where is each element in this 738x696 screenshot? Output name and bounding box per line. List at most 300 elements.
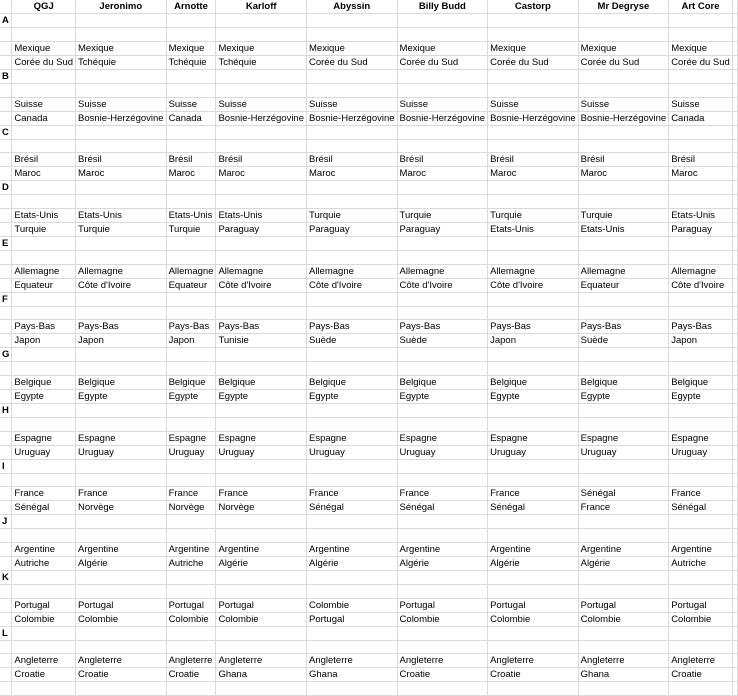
empty-cell[interactable] <box>669 473 733 487</box>
empty-cell[interactable] <box>307 250 398 264</box>
empty-cell[interactable] <box>578 585 669 599</box>
empty-cell[interactable] <box>0 376 12 390</box>
team-cell[interactable]: Sénégal <box>669 501 733 515</box>
empty-cell[interactable] <box>669 28 733 42</box>
team-cell[interactable]: Colombie <box>488 612 579 626</box>
empty-cell[interactable] <box>669 571 733 585</box>
empty-cell[interactable] <box>0 250 12 264</box>
empty-cell[interactable] <box>488 515 579 529</box>
team-cell[interactable]: Bosnie-Herzégovine <box>397 111 488 125</box>
team-cell[interactable]: Brésil <box>12 153 76 167</box>
empty-cell[interactable] <box>216 306 307 320</box>
empty-cell[interactable] <box>732 362 737 376</box>
empty-cell[interactable] <box>397 28 488 42</box>
team-cell[interactable]: Turquie <box>307 208 398 222</box>
empty-cell[interactable] <box>12 292 76 306</box>
team-cell[interactable]: Espagne <box>76 431 167 445</box>
team-cell[interactable]: Espagne <box>307 431 398 445</box>
empty-cell[interactable] <box>669 195 733 209</box>
team-cell[interactable]: Suisse <box>669 97 733 111</box>
empty-cell[interactable] <box>166 529 216 543</box>
team-cell[interactable]: Côte d'Ivoire <box>669 278 733 292</box>
empty-cell[interactable] <box>0 167 12 181</box>
empty-cell[interactable] <box>12 125 76 139</box>
team-cell[interactable]: Corée du Sud <box>307 55 398 69</box>
empty-cell[interactable] <box>216 250 307 264</box>
empty-cell[interactable] <box>732 306 737 320</box>
empty-cell[interactable] <box>0 278 12 292</box>
empty-cell[interactable] <box>76 459 167 473</box>
empty-cell[interactable] <box>578 195 669 209</box>
empty-cell[interactable] <box>732 153 737 167</box>
team-cell[interactable]: Maroc <box>578 167 669 181</box>
team-cell[interactable]: Suède <box>578 334 669 348</box>
empty-cell[interactable] <box>488 585 579 599</box>
empty-cell[interactable] <box>669 181 733 195</box>
team-cell[interactable]: Croatie <box>669 668 733 682</box>
column-header-cell[interactable]: Billy Budd <box>397 0 488 14</box>
empty-cell[interactable] <box>216 125 307 139</box>
empty-cell[interactable] <box>307 236 398 250</box>
team-cell[interactable]: Maroc <box>12 167 76 181</box>
team-cell[interactable]: Uruguay <box>578 445 669 459</box>
team-cell[interactable]: Croatie <box>12 668 76 682</box>
team-cell[interactable]: Maroc <box>307 167 398 181</box>
empty-cell[interactable] <box>216 571 307 585</box>
empty-cell[interactable] <box>732 668 737 682</box>
team-cell[interactable]: Allemagne <box>397 264 488 278</box>
empty-cell[interactable] <box>732 418 737 432</box>
empty-cell[interactable] <box>76 682 167 696</box>
empty-cell[interactable] <box>76 348 167 362</box>
empty-cell[interactable] <box>216 69 307 83</box>
team-cell[interactable]: Corée du Sud <box>397 55 488 69</box>
empty-cell[interactable] <box>76 515 167 529</box>
empty-cell[interactable] <box>166 348 216 362</box>
team-cell[interactable]: Paraguay <box>307 222 398 236</box>
team-cell[interactable]: Tchéquie <box>76 55 167 69</box>
corner-cell[interactable] <box>0 0 12 14</box>
empty-cell[interactable] <box>397 69 488 83</box>
team-cell[interactable]: Algérie <box>488 557 579 571</box>
empty-cell[interactable] <box>488 418 579 432</box>
team-cell[interactable]: Corée du Sud <box>12 55 76 69</box>
team-cell[interactable]: Côte d'Ivoire <box>488 278 579 292</box>
team-cell[interactable]: Brésil <box>307 153 398 167</box>
team-cell[interactable]: Argentine <box>578 543 669 557</box>
team-cell[interactable]: Corée du Sud <box>669 55 733 69</box>
empty-cell[interactable] <box>732 167 737 181</box>
group-label-cell[interactable]: F <box>0 292 12 306</box>
empty-cell[interactable] <box>76 195 167 209</box>
empty-cell[interactable] <box>0 208 12 222</box>
empty-cell[interactable] <box>488 529 579 543</box>
empty-cell[interactable] <box>397 236 488 250</box>
empty-cell[interactable] <box>488 195 579 209</box>
team-cell[interactable]: Maroc <box>397 167 488 181</box>
empty-cell[interactable] <box>216 404 307 418</box>
empty-cell[interactable] <box>12 14 76 28</box>
empty-cell[interactable] <box>578 181 669 195</box>
empty-cell[interactable] <box>216 181 307 195</box>
column-header-cell[interactable]: QGJ <box>12 0 76 14</box>
team-cell[interactable]: Ghana <box>578 668 669 682</box>
empty-cell[interactable] <box>307 292 398 306</box>
empty-cell[interactable] <box>307 139 398 153</box>
team-cell[interactable]: Corée du Sud <box>578 55 669 69</box>
empty-cell[interactable] <box>0 264 12 278</box>
team-cell[interactable]: Egypte <box>488 390 579 404</box>
empty-cell[interactable] <box>0 598 12 612</box>
team-cell[interactable]: Etats-Unis <box>578 222 669 236</box>
team-cell[interactable]: Pays-Bas <box>76 320 167 334</box>
empty-cell[interactable] <box>488 626 579 640</box>
empty-cell[interactable] <box>578 626 669 640</box>
empty-cell[interactable] <box>12 571 76 585</box>
empty-cell[interactable] <box>0 97 12 111</box>
empty-cell[interactable] <box>0 654 12 668</box>
empty-cell[interactable] <box>0 334 12 348</box>
empty-cell[interactable] <box>76 125 167 139</box>
empty-cell[interactable] <box>166 515 216 529</box>
team-cell[interactable]: Allemagne <box>166 264 216 278</box>
team-cell[interactable]: Etats-Unis <box>669 208 733 222</box>
team-cell[interactable]: Japon <box>488 334 579 348</box>
empty-cell[interactable] <box>0 529 12 543</box>
empty-cell[interactable] <box>732 682 737 696</box>
empty-cell[interactable] <box>397 292 488 306</box>
team-cell[interactable]: Belgique <box>216 376 307 390</box>
empty-cell[interactable] <box>732 431 737 445</box>
team-cell[interactable]: Suisse <box>12 97 76 111</box>
empty-cell[interactable] <box>732 571 737 585</box>
empty-cell[interactable] <box>216 14 307 28</box>
team-cell[interactable]: Espagne <box>488 431 579 445</box>
empty-cell[interactable] <box>12 306 76 320</box>
team-cell[interactable]: Japon <box>76 334 167 348</box>
empty-cell[interactable] <box>0 473 12 487</box>
empty-cell[interactable] <box>669 640 733 654</box>
empty-cell[interactable] <box>307 640 398 654</box>
team-cell[interactable]: Paraguay <box>397 222 488 236</box>
team-cell[interactable]: France <box>669 487 733 501</box>
team-cell[interactable]: Portugal <box>488 598 579 612</box>
empty-cell[interactable] <box>307 181 398 195</box>
empty-cell[interactable] <box>12 515 76 529</box>
team-cell[interactable]: Norvège <box>166 501 216 515</box>
empty-cell[interactable] <box>669 348 733 362</box>
empty-cell[interactable] <box>397 139 488 153</box>
empty-cell[interactable] <box>397 571 488 585</box>
team-cell[interactable]: Egypte <box>307 390 398 404</box>
empty-cell[interactable] <box>732 83 737 97</box>
empty-cell[interactable] <box>0 195 12 209</box>
empty-cell[interactable] <box>307 585 398 599</box>
empty-cell[interactable] <box>166 139 216 153</box>
team-cell[interactable]: Autriche <box>12 557 76 571</box>
team-cell[interactable]: Côte d'Ivoire <box>76 278 167 292</box>
team-cell[interactable]: Angleterre <box>307 654 398 668</box>
empty-cell[interactable] <box>76 640 167 654</box>
column-header-cell[interactable]: Castorp <box>488 0 579 14</box>
team-cell[interactable]: Uruguay <box>488 445 579 459</box>
empty-cell[interactable] <box>12 195 76 209</box>
team-cell[interactable]: Egypte <box>669 390 733 404</box>
empty-cell[interactable] <box>578 348 669 362</box>
empty-cell[interactable] <box>166 236 216 250</box>
team-cell[interactable]: Angleterre <box>669 654 733 668</box>
empty-cell[interactable] <box>12 28 76 42</box>
team-cell[interactable]: Suisse <box>216 97 307 111</box>
empty-cell[interactable] <box>307 515 398 529</box>
team-cell[interactable]: France <box>578 501 669 515</box>
team-cell[interactable]: Brésil <box>397 153 488 167</box>
empty-cell[interactable] <box>488 125 579 139</box>
empty-cell[interactable] <box>732 348 737 362</box>
team-cell[interactable]: Egypte <box>578 390 669 404</box>
empty-cell[interactable] <box>732 264 737 278</box>
team-cell[interactable]: Etats-Unis <box>166 208 216 222</box>
group-label-cell[interactable]: K <box>0 571 12 585</box>
empty-cell[interactable] <box>488 473 579 487</box>
team-cell[interactable]: Belgique <box>166 376 216 390</box>
empty-cell[interactable] <box>732 14 737 28</box>
empty-cell[interactable] <box>12 362 76 376</box>
team-cell[interactable]: Colombie <box>76 612 167 626</box>
empty-cell[interactable] <box>0 487 12 501</box>
empty-cell[interactable] <box>732 222 737 236</box>
team-cell[interactable]: Colombie <box>397 612 488 626</box>
empty-cell[interactable] <box>732 515 737 529</box>
team-cell[interactable]: Argentine <box>307 543 398 557</box>
team-cell[interactable]: Argentine <box>488 543 579 557</box>
team-cell[interactable]: Argentine <box>216 543 307 557</box>
team-cell[interactable]: Algérie <box>76 557 167 571</box>
empty-cell[interactable] <box>166 362 216 376</box>
team-cell[interactable]: Tchéquie <box>166 55 216 69</box>
empty-cell[interactable] <box>166 28 216 42</box>
group-label-cell[interactable]: J <box>0 515 12 529</box>
empty-cell[interactable] <box>488 348 579 362</box>
empty-cell[interactable] <box>397 585 488 599</box>
team-cell[interactable]: Argentine <box>12 543 76 557</box>
empty-cell[interactable] <box>0 557 12 571</box>
empty-cell[interactable] <box>166 404 216 418</box>
empty-cell[interactable] <box>488 181 579 195</box>
empty-cell[interactable] <box>12 640 76 654</box>
empty-cell[interactable] <box>12 473 76 487</box>
team-cell[interactable]: Algérie <box>578 557 669 571</box>
team-cell[interactable]: Belgique <box>397 376 488 390</box>
empty-cell[interactable] <box>732 334 737 348</box>
group-label-cell[interactable]: H <box>0 404 12 418</box>
empty-cell[interactable] <box>732 139 737 153</box>
team-cell[interactable]: Equateur <box>166 278 216 292</box>
empty-cell[interactable] <box>166 181 216 195</box>
empty-cell[interactable] <box>669 515 733 529</box>
team-cell[interactable]: Japon <box>166 334 216 348</box>
team-cell[interactable]: Côte d'Ivoire <box>307 278 398 292</box>
empty-cell[interactable] <box>397 306 488 320</box>
empty-cell[interactable] <box>76 69 167 83</box>
empty-cell[interactable] <box>732 55 737 69</box>
empty-cell[interactable] <box>0 640 12 654</box>
empty-cell[interactable] <box>732 376 737 390</box>
team-cell[interactable]: Mexique <box>12 41 76 55</box>
group-label-cell[interactable]: I <box>0 459 12 473</box>
empty-cell[interactable] <box>488 571 579 585</box>
team-cell[interactable]: Angleterre <box>488 654 579 668</box>
team-cell[interactable]: Maroc <box>669 167 733 181</box>
empty-cell[interactable] <box>0 612 12 626</box>
empty-cell[interactable] <box>307 626 398 640</box>
empty-cell[interactable] <box>488 640 579 654</box>
empty-cell[interactable] <box>488 404 579 418</box>
empty-cell[interactable] <box>397 404 488 418</box>
empty-cell[interactable] <box>307 306 398 320</box>
empty-cell[interactable] <box>0 111 12 125</box>
empty-cell[interactable] <box>76 83 167 97</box>
empty-cell[interactable] <box>166 292 216 306</box>
empty-cell[interactable] <box>307 28 398 42</box>
empty-cell[interactable] <box>397 348 488 362</box>
team-cell[interactable]: Turquie <box>166 222 216 236</box>
empty-cell[interactable] <box>669 125 733 139</box>
empty-cell[interactable] <box>12 459 76 473</box>
empty-cell[interactable] <box>488 459 579 473</box>
empty-cell[interactable] <box>216 362 307 376</box>
empty-cell[interactable] <box>732 41 737 55</box>
team-cell[interactable]: Etats-Unis <box>76 208 167 222</box>
team-cell[interactable]: Espagne <box>669 431 733 445</box>
empty-cell[interactable] <box>669 292 733 306</box>
team-cell[interactable]: France <box>166 487 216 501</box>
team-cell[interactable]: Portugal <box>669 598 733 612</box>
empty-cell[interactable] <box>166 682 216 696</box>
team-cell[interactable]: Croatie <box>397 668 488 682</box>
empty-cell[interactable] <box>76 362 167 376</box>
team-cell[interactable]: Belgique <box>488 376 579 390</box>
team-cell[interactable]: Maroc <box>166 167 216 181</box>
empty-cell[interactable] <box>669 682 733 696</box>
team-cell[interactable]: Croatie <box>166 668 216 682</box>
empty-cell[interactable] <box>307 404 398 418</box>
team-cell[interactable]: Japon <box>669 334 733 348</box>
empty-cell[interactable] <box>166 306 216 320</box>
team-cell[interactable]: Mexique <box>76 41 167 55</box>
empty-cell[interactable] <box>578 362 669 376</box>
empty-cell[interactable] <box>397 529 488 543</box>
team-cell[interactable]: Paraguay <box>669 222 733 236</box>
team-cell[interactable]: Pays-Bas <box>12 320 76 334</box>
empty-cell[interactable] <box>76 418 167 432</box>
group-label-cell[interactable]: D <box>0 181 12 195</box>
empty-cell[interactable] <box>578 640 669 654</box>
empty-cell[interactable] <box>307 529 398 543</box>
group-label-cell[interactable]: G <box>0 348 12 362</box>
empty-cell[interactable] <box>76 473 167 487</box>
empty-cell[interactable] <box>397 125 488 139</box>
team-cell[interactable]: Equateur <box>12 278 76 292</box>
empty-cell[interactable] <box>488 682 579 696</box>
team-cell[interactable]: Colombie <box>166 612 216 626</box>
team-cell[interactable]: Colombie <box>669 612 733 626</box>
team-cell[interactable]: Mexique <box>216 41 307 55</box>
team-cell[interactable]: Mexique <box>397 41 488 55</box>
empty-cell[interactable] <box>488 14 579 28</box>
team-cell[interactable]: France <box>307 487 398 501</box>
empty-cell[interactable] <box>12 348 76 362</box>
column-header-cell[interactable]: Art Core <box>669 0 733 14</box>
empty-cell[interactable] <box>76 181 167 195</box>
team-cell[interactable]: Argentine <box>76 543 167 557</box>
empty-cell[interactable] <box>732 626 737 640</box>
empty-cell[interactable] <box>307 418 398 432</box>
empty-cell[interactable] <box>12 585 76 599</box>
team-cell[interactable]: Equateur <box>578 278 669 292</box>
team-cell[interactable]: Etats-Unis <box>216 208 307 222</box>
empty-cell[interactable] <box>669 404 733 418</box>
empty-cell[interactable] <box>578 682 669 696</box>
team-cell[interactable]: Espagne <box>216 431 307 445</box>
team-cell[interactable]: Turquie <box>76 222 167 236</box>
team-cell[interactable]: Sénégal <box>488 501 579 515</box>
empty-cell[interactable] <box>216 195 307 209</box>
team-cell[interactable]: Pays-Bas <box>397 320 488 334</box>
empty-cell[interactable] <box>578 459 669 473</box>
empty-cell[interactable] <box>76 250 167 264</box>
team-cell[interactable]: Espagne <box>397 431 488 445</box>
team-cell[interactable]: Mexique <box>669 41 733 55</box>
empty-cell[interactable] <box>216 139 307 153</box>
empty-cell[interactable] <box>669 69 733 83</box>
empty-cell[interactable] <box>732 543 737 557</box>
empty-cell[interactable] <box>488 28 579 42</box>
empty-cell[interactable] <box>732 585 737 599</box>
team-cell[interactable]: Algérie <box>307 557 398 571</box>
empty-cell[interactable] <box>12 682 76 696</box>
team-cell[interactable]: Croatie <box>488 668 579 682</box>
empty-cell[interactable] <box>216 28 307 42</box>
empty-cell[interactable] <box>397 515 488 529</box>
empty-cell[interactable] <box>216 682 307 696</box>
team-cell[interactable]: Allemagne <box>488 264 579 278</box>
empty-cell[interactable] <box>166 459 216 473</box>
team-cell[interactable]: Mexique <box>307 41 398 55</box>
empty-cell[interactable] <box>76 236 167 250</box>
team-cell[interactable]: Suisse <box>166 97 216 111</box>
empty-cell[interactable] <box>12 83 76 97</box>
team-cell[interactable]: Algérie <box>397 557 488 571</box>
empty-cell[interactable] <box>12 181 76 195</box>
empty-cell[interactable] <box>0 362 12 376</box>
empty-cell[interactable] <box>166 473 216 487</box>
empty-cell[interactable] <box>578 515 669 529</box>
team-cell[interactable]: Sénégal <box>12 501 76 515</box>
team-cell[interactable]: Angleterre <box>397 654 488 668</box>
empty-cell[interactable] <box>578 250 669 264</box>
team-cell[interactable]: Argentine <box>397 543 488 557</box>
empty-cell[interactable] <box>0 306 12 320</box>
team-cell[interactable]: Colombie <box>12 612 76 626</box>
empty-cell[interactable] <box>216 83 307 97</box>
empty-cell[interactable] <box>166 418 216 432</box>
team-cell[interactable]: Bosnie-Herzégovine <box>488 111 579 125</box>
team-cell[interactable]: Pays-Bas <box>488 320 579 334</box>
empty-cell[interactable] <box>76 14 167 28</box>
team-cell[interactable]: Uruguay <box>216 445 307 459</box>
team-cell[interactable]: Maroc <box>76 167 167 181</box>
